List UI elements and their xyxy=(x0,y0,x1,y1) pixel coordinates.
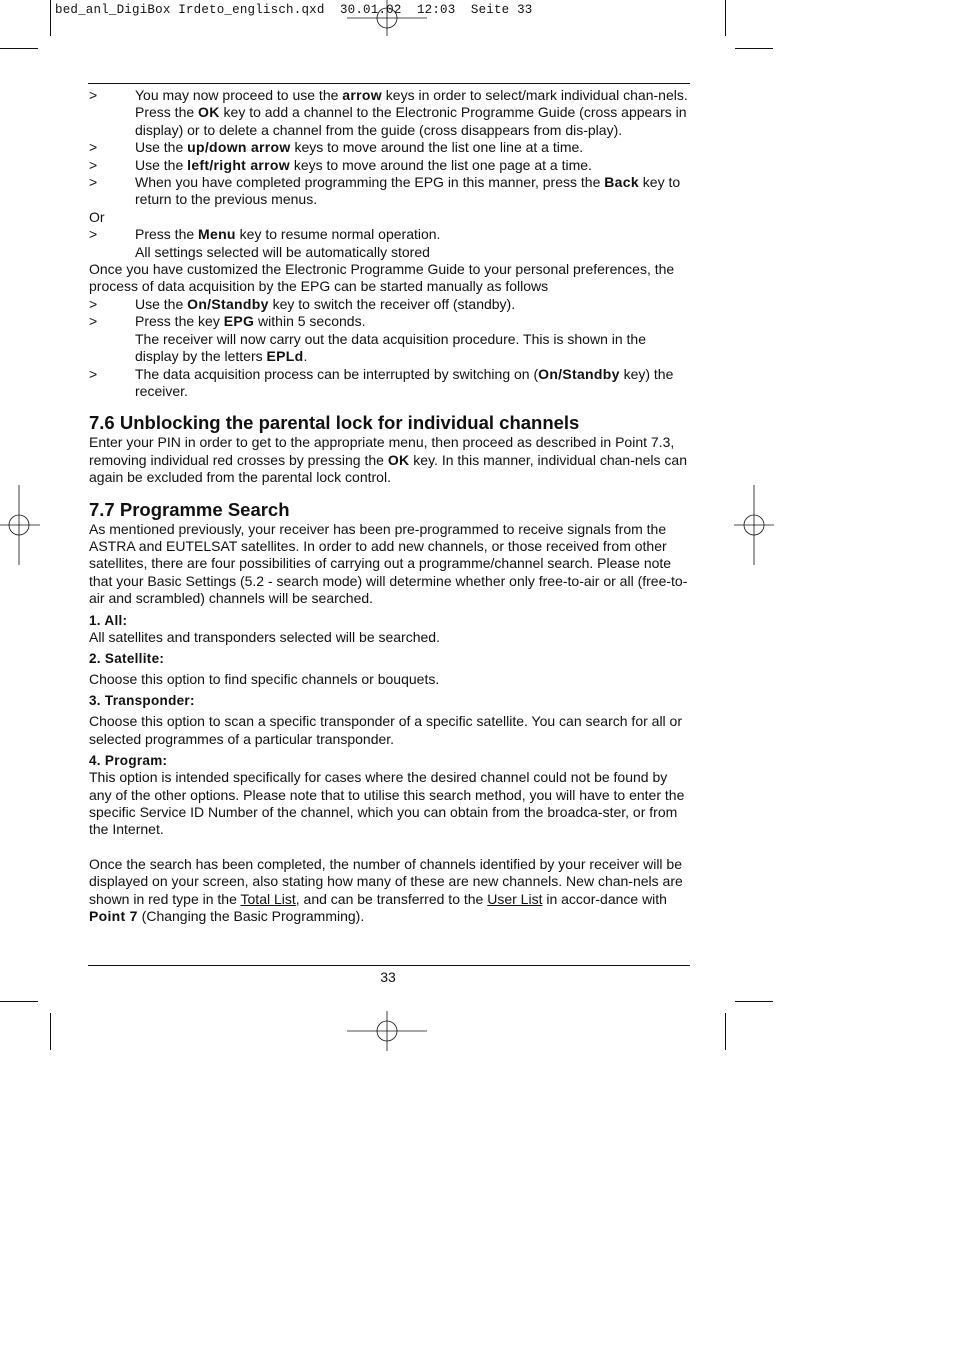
printer-slug: bed_anl_DigiBox Irdeto_englisch.qxd 30.01.02 12:03 Seite 33 xyxy=(55,3,533,17)
list-item: > Press the key EPG within 5 seconds. xyxy=(89,313,366,330)
list-item: > The data acquisition process can be interrupted by switching on (On/Standby key) the receiver. xyxy=(89,365,674,399)
paragraph: As mentioned previously, your receiver has been pre-programmed to receive signals from the ASTRA and EUTELSAT satellites. In order to add new channels, or those received from other satellites, there are four possibilities of carrying out a programme/channel search. Please note that your Basic Settings (5.2 - search mode) will determine whether only free-to-air or all (free-to-air and scrambled) channels will be searched. xyxy=(89,520,688,607)
bullet: > xyxy=(89,87,98,103)
subheading-satellite: 2. Satellite: xyxy=(89,650,165,666)
crop-mark xyxy=(0,48,38,49)
registration-mark-top xyxy=(347,0,427,36)
list-item: > You may now proceed to use the arrow keys in order to select/mark individual chan-nels. Press the OK key to add a channel to the Electronic Programme Guide (cross appears in display) or to delete a channel from the guide (cross disappears from dis-play). xyxy=(89,87,688,138)
bullet: > xyxy=(89,139,98,156)
section-heading-7-6: 7.6 Unblocking the parental lock for individual channels xyxy=(89,412,580,434)
bullet: > xyxy=(89,156,98,173)
list-item: > Press the Menu key to resume normal operation. xyxy=(89,226,441,243)
bullet: > xyxy=(89,174,98,191)
registration-mark-left xyxy=(0,485,40,565)
registration-mark-right xyxy=(734,485,774,565)
crop-mark xyxy=(50,0,51,36)
paragraph: Once the search has been completed, the number of channels identified by your receiver will be displayed on your screen, also stating how many of these are new channels. New chan-nels are shown in red type in the Total List, and can be transferred to the User List in accor-dance with Point 7 (Changing the Basic Programming). xyxy=(89,855,683,925)
or-text: Or xyxy=(89,208,105,225)
list-item: > Use the On/Standby key to switch the receiver off (standby). xyxy=(89,295,516,312)
crop-mark xyxy=(735,48,773,49)
paragraph: All satellites and transponders selected will be searched. xyxy=(89,628,440,645)
paragraph: Once you have customized the Electronic Programme Guide to your personal preferences, the process of data acquisition by the EPG can be started manually as follows xyxy=(89,261,675,295)
note-text: The receiver will now carry out the data acquisition procedure. This is shown in the display by the letters EPLd. xyxy=(135,330,646,365)
crop-mark xyxy=(50,1013,51,1050)
list-item: > Use the up/down arrow keys to move around the list one line at a time. xyxy=(89,139,584,156)
crop-mark xyxy=(735,1001,773,1002)
crop-mark xyxy=(0,1001,38,1002)
list-item: > Use the left/right arrow keys to move around the list one page at a time. xyxy=(89,156,592,173)
paragraph: Enter your PIN in order to get to the appropriate menu, then proceed as described in Point 7.3, removing individual red crosses by pressing the OK key. In this manner, individual chan-nels can again be excluded from the parental lock control. xyxy=(89,434,687,486)
bullet: > xyxy=(89,226,98,243)
crop-mark xyxy=(725,0,726,36)
paragraph: Choose this option to find specific channels or bouquets. xyxy=(89,670,440,687)
subheading-all: 1. All: xyxy=(89,612,128,628)
subheading-program: 4. Program: xyxy=(89,753,168,769)
page-content xyxy=(89,87,689,925)
paragraph: This option is intended specifically for cases where the desired channel could not be found by any of the other options. Please note that to utilise this search method, you will have to enter the specific Service ID Number of the channel, which you can obtain from the broadca-ster, or from the Internet. xyxy=(89,769,685,838)
crop-mark xyxy=(725,1013,726,1050)
list-item: > When you have completed programming the EPG in this manner, press the Back key to return to the previous menus. xyxy=(89,174,681,208)
registration-mark-bottom xyxy=(347,1011,427,1051)
note-text: All settings selected will be automatically stored xyxy=(135,243,430,260)
paragraph: Choose this option to scan a specific transponder of a specific satellite. You can search for all or selected programmes of a particular transponder. xyxy=(89,713,683,747)
bottom-rule xyxy=(88,965,690,966)
page-number: 33 xyxy=(380,969,396,985)
top-rule xyxy=(88,83,690,84)
bullet: > xyxy=(89,313,98,330)
bullet: > xyxy=(89,295,98,312)
section-heading-7-7: 7.7 Programme Search xyxy=(89,498,290,520)
subheading-transponder: 3. Transponder: xyxy=(89,693,195,709)
bullet: > xyxy=(89,365,98,382)
